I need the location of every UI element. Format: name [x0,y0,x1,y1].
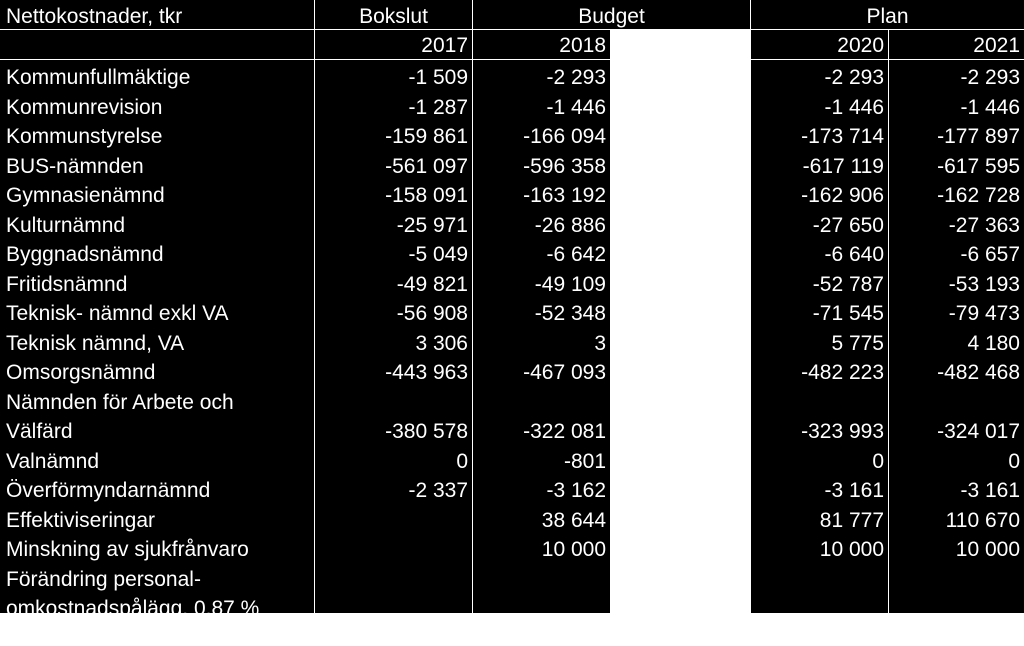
cell-plan-2020: -2 293 [824,66,884,89]
cell-bokslut-2017 [315,565,468,594]
cell-plan-2021: -482 468 [937,361,1020,384]
cell-plan-2020: 5 775 [831,332,884,355]
cell-plan-2020: -162 906 [801,184,884,207]
cell-plan-2020: -482 223 [801,361,884,384]
row-label: Teknisk nämnd, VA [6,332,185,355]
cell-plan-2021: -162 728 [937,184,1020,207]
row-label: Teknisk- nämnd exkl VA [6,302,229,325]
cell-plan-2020: 81 777 [819,509,884,532]
cell-budget-2018: -1 446 [546,96,606,119]
cell-budget-2018: -2 293 [546,66,606,89]
cell-plan-2020: -617 119 [802,155,884,178]
cell-plan-2021: -2 293 [960,66,1020,89]
cell-bokslut-2017: 0 [456,450,468,473]
cell-plan-2021: -324 017 [937,420,1020,443]
cell-budget-2018: -596 358 [523,155,606,178]
cell-bokslut-2017: -2 337 [408,479,468,502]
cell-budget-2018: -3 162 [546,479,606,502]
row-label: Gymnasienämnd [6,184,165,207]
cell-budget-2018: -49 109 [534,273,606,296]
cell-plan-2021: -1 446 [960,96,1020,119]
cell-bokslut-2017: -1 287 [408,96,468,119]
group-header-bokslut: Bokslut [359,5,428,28]
cell-plan-2020: -52 787 [812,273,884,296]
cell-plan-2021: -79 473 [948,302,1020,325]
cell-plan-2021: -177 897 [937,125,1020,148]
cell-budget-2018: -801 [563,450,606,473]
cell-bokslut-2017: -159 861 [385,125,468,148]
cell-plan-2021: -3 161 [960,479,1020,502]
cell-plan-2020 [751,565,884,594]
cell-plan-2021: 110 670 [945,509,1020,532]
cell-budget-2018: 3 [594,332,606,355]
group-header-plan: Plan [866,5,909,28]
cell-budget-2018 [473,388,606,417]
cell-bokslut-2017: -561 097 [385,155,468,178]
cell-bokslut-2017 [315,535,468,564]
row-label: Byggnadsnämnd [6,243,164,266]
cell-plan-2020: -323 993 [801,420,884,443]
row-label: Kommunfullmäktige [6,66,191,89]
cell-bokslut-2017: -49 821 [396,273,468,296]
year-header-2021: 2021 [973,34,1020,57]
cell-budget-2018: -467 093 [523,361,606,384]
cell-bokslut-2017: -56 908 [396,302,468,325]
cell-plan-2021: -6 657 [960,243,1020,266]
cell-bokslut-2017 [315,388,468,417]
row-label: Överförmyndarnämnd [6,479,211,502]
cell-bokslut-2017 [315,506,468,535]
row-label: BUS-nämnden [6,155,144,178]
cell-budget-2018 [473,565,606,594]
year-header-2018: 2018 [559,34,606,57]
cell-plan-2021 [889,565,1020,594]
cell-plan-2020: -173 714 [801,125,884,148]
cell-bokslut-2017: -158 091 [385,184,468,207]
year-header-2017: 2017 [421,34,468,57]
cell-plan-2020: -71 545 [812,302,884,325]
cell-budget-2018: 10 000 [541,538,606,561]
row-label: Kulturnämnd [6,214,126,237]
cell-plan-2021: -53 193 [948,273,1020,296]
cell-bokslut-2017: -380 578 [385,420,468,443]
cell-bokslut-2017 [315,594,468,623]
cell-bokslut-2017: -1 509 [408,66,468,89]
row-label: Kommunrevision [6,96,163,119]
row-label: Minskning av sjukfrånvaro [6,538,249,561]
row-label: Effektiviseringar [6,509,156,532]
row-label: Omsorgsnämnd [6,361,156,384]
corner-label: Nettokostnader, tkr [6,5,183,28]
row-label: Nämnden för Arbete och [6,391,234,414]
cell-bokslut-2017: -5 049 [408,243,468,266]
cell-bokslut-2017: -443 963 [385,361,468,384]
cell-budget-2018: 38 644 [541,509,606,532]
cell-plan-2021: 0 [1008,450,1020,473]
cell-plan-2020 [751,594,884,623]
year-header-2020: 2020 [837,34,884,57]
cell-plan-2020: 10 000 [819,538,884,561]
cell-plan-2020: -3 161 [824,479,884,502]
cell-plan-2020: -6 640 [824,243,884,266]
cell-plan-2020: -1 446 [824,96,884,119]
cell-plan-2021: 4 180 [967,332,1020,355]
group-header-budget: Budget [578,5,645,28]
cell-plan-2020 [751,388,884,417]
cell-budget-2018: -166 094 [523,125,606,148]
row-label: Förändring personal- [6,568,201,591]
row-label: Kommunstyrelse [6,125,163,148]
row-label: Fritidsnämnd [6,273,128,296]
cell-plan-2021: -617 595 [937,155,1020,178]
cell-bokslut-2017: 3 306 [415,332,468,355]
cell-budget-2018: -163 192 [523,184,606,207]
cell-plan-2021 [889,594,1020,623]
cell-plan-2020: 0 [872,450,884,473]
cell-budget-2018: -52 348 [534,302,606,325]
cell-plan-2021 [889,388,1020,417]
row-label: omkostnadspålägg, 0,87 % [6,597,260,620]
row-label: Valnämnd [6,450,100,473]
cell-budget-2018: -6 642 [546,243,606,266]
row-label: Välfärd [6,420,73,443]
cell-plan-2021: 10 000 [955,538,1020,561]
cell-budget-2018: -322 081 [523,420,606,443]
cell-bokslut-2017: -25 971 [396,214,468,237]
cell-plan-2021: -27 363 [948,214,1020,237]
cell-plan-2020: -27 650 [812,214,884,237]
cell-budget-2018 [473,594,606,623]
cell-budget-2018: -26 886 [534,214,606,237]
